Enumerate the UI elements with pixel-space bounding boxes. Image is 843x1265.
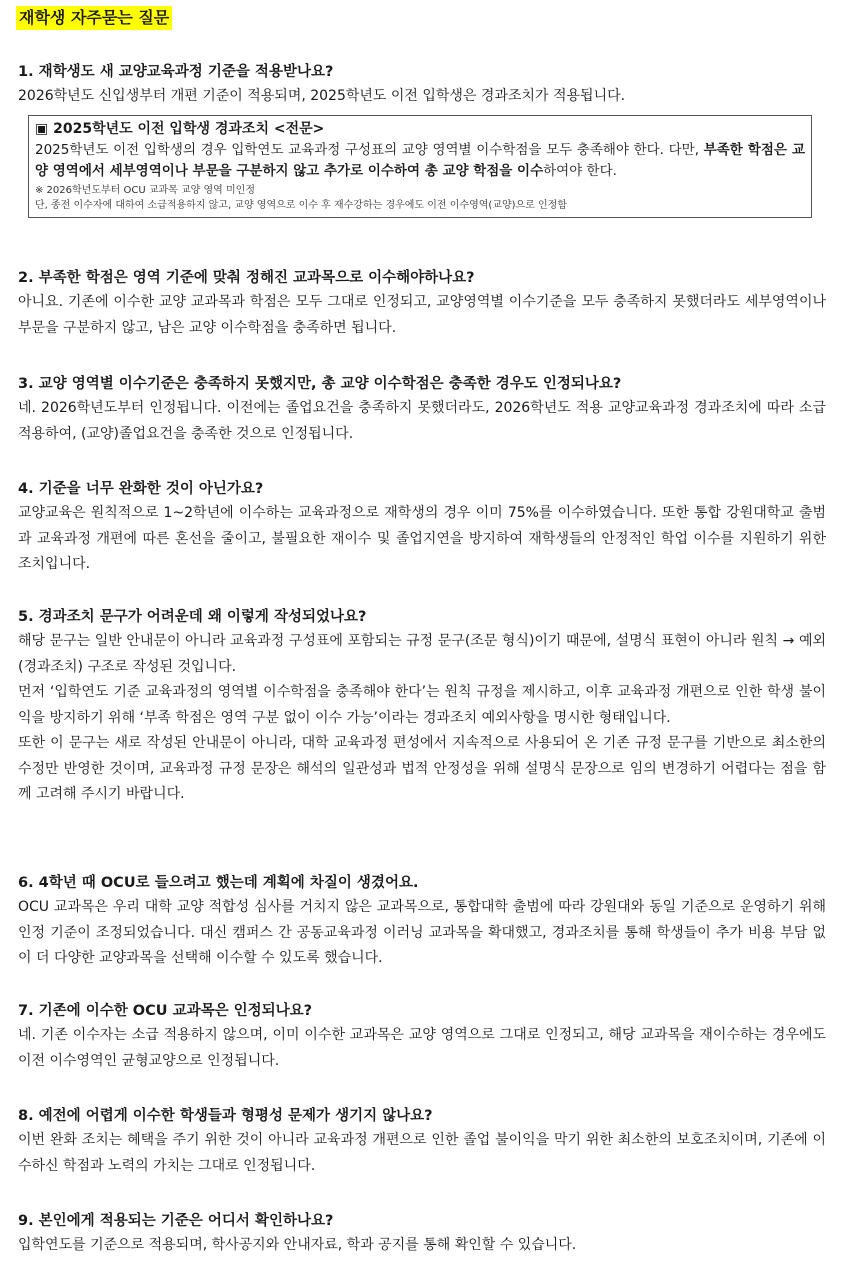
question-5: 5. 경과조치 문구가 어려운데 왜 이렇게 작성되었나요? — [18, 609, 367, 625]
box-note-2: 단, 종전 이수자에 대하여 소급적용하지 않고, 교양 영역으로 이수 후 재수강하는 경우에도 이전 이수영역(교양)으로 인정함 — [35, 199, 568, 211]
box-title: ▣ 2025학년도 이전 입학생 경과조치 <전문> — [35, 120, 325, 137]
answer-9 — [18, 1233, 826, 1259]
answer-6-para: OCU 교과목은 우리 대학 교양 적합성 심사를 거치지 않은 교과목으로, 통합대학 출범에 따라 강원대와 동일 기준으로 운영하기 위해 인정 기준이 조정되었습니다. 대신 캠퍼스 간 공동교육과정 이러닝 교과목을 확대했고, 경과조치를 통해 학생들이 추가 비용 부담 없이 더 다양한 교양과목을 선택해 이수할 수 있도록 했습니다. — [18, 899, 826, 966]
answer-2-para: 아니요. 기존에 이수한 교양 교과목과 학점은 모두 그대로 인정되고, 교양영역별 이수기준을 모두 충족하지 못했더라도 세부영역이나 부문을 구분하지 않고, 남은 교양 이수학점을 충족하면 됩니다. — [18, 294, 826, 336]
faq-item-6 — [18, 871, 826, 972]
answer-1-para: 2026학년도 신입생부터 개편 기준이 적용되며, 2025학년도 이전 입학생은 경과조치가 적용됩니다. — [18, 88, 626, 104]
question-7: 7. 기존에 이수한 OCU 교과목은 인정되나요? — [18, 1003, 313, 1019]
faq-item-4 — [18, 477, 826, 578]
question-2: 2. 부족한 학점은 영역 기준에 맞춰 정해진 교과목으로 이수해야하나요? — [18, 270, 475, 286]
faq-item-5 — [18, 605, 826, 808]
box-body-text-2: 하여야 한다. — [543, 163, 617, 179]
faq-item-9 — [18, 1209, 826, 1259]
answer-5-para-2: 먼저 ‘입학연도 기준 교육과정의 영역별 이수학점을 충족해야 한다’는 원칙 규정을 제시하고, 이후 교육과정 개편으로 인한 학생 불이익을 방지하기 위해 ‘부족 학점은 영역 구분 없이 이수 가능’이라는 경과조치 예외사항을 명시한 형태입니다. — [18, 684, 826, 726]
faq-item-7 — [18, 999, 826, 1074]
faq-item-2 — [18, 266, 826, 341]
question-9: 9. 본인에게 적용되는 기준은 어디서 확인하나요? — [18, 1213, 334, 1229]
faq-item-1 — [18, 60, 826, 218]
question-1: 1. 재학생도 새 교양교육과정 기준을 적용받나요? — [18, 64, 334, 80]
box-body-emphasis: 부족한 학점은 교양 영역에서 세부영역이나 부문을 구분하지 않고 추가로 이수하여 총 교양 학점을 이수 — [35, 141, 806, 179]
answer-5-para-3: 또한 이 문구는 새로 작성된 안내문이 아니라, 대학 교육과정 편성에서 지속적으로 사용되어 온 기존 규정 문구를 기반으로 최소한의 수정만 반영한 것이며, 교육과정 규정 문장은 해석의 일관성과 법적 안정성을 위해 설명식 문장으로 임의 변경하기 어렵다는 점을 함께 고려해 주시기 바랍니다. — [18, 735, 826, 802]
box-note-1: ※ 2026학년도부터 OCU 교과목 교양 영역 미인정 — [35, 184, 255, 196]
title-wrap — [16, 6, 172, 30]
question-6: 6. 4학년 때 OCU로 들으려고 했는데 계획에 차질이 생겼어요. — [18, 875, 419, 891]
answer-9-para: 입학연도를 기준으로 적용되며, 학사공지와 안내자료, 학과 공지를 통해 확인할 수 있습니다. — [18, 1237, 577, 1253]
faq-item-8 — [18, 1104, 826, 1179]
answer-5-para-1: 해당 문구는 일반 안내문이 아니라 교육과정 구성표에 포함되는 규정 문구(조문 형식)이기 때문에, 설명식 표현이 아니라 원칙 → 예외(경과조치) 구조로 작성된 것입니다. — [18, 633, 826, 675]
question-8: 8. 예전에 어렵게 이수한 학생들과 형평성 문제가 생기지 않나요? — [18, 1108, 433, 1124]
faq-item-3 — [18, 372, 826, 447]
question-4: 4. 기준을 너무 완화한 것이 아닌가요? — [18, 481, 264, 497]
answer-7-para: 네. 기존 이수자는 소급 적용하지 않으며, 이미 이수한 교과목은 교양 영역으로 그대로 인정되고, 해당 교과목을 재이수하는 경우에도 이전 이수영역인 균형교양으로 인정됩니다. — [18, 1027, 826, 1069]
answer-1 — [18, 84, 826, 110]
box-body — [35, 140, 805, 183]
answer-7 — [18, 1023, 826, 1074]
answer-4 — [18, 501, 826, 578]
answer-6 — [18, 895, 826, 972]
question-3: 3. 교양 영역별 이수기준은 충족하지 못했지만, 총 교양 이수학점은 충족한 경우도 인정되나요? — [18, 376, 622, 392]
answer-8-para: 이번 완화 조치는 혜택을 주기 위한 것이 아니라 교육과정 개편으로 인한 졸업 불이익을 막기 위한 최소한의 보호조치이며, 기존에 이수하신 학점과 노력의 가치는 그대로 인정됩니다. — [18, 1132, 826, 1174]
box-body-text-1: 2025학년도 이전 입학생의 경우 입학연도 교육과정 구성표의 교양 영역별 이수학점을 모두 충족해야 한다. 다만, — [35, 141, 704, 158]
answer-8 — [18, 1128, 826, 1179]
answer-2 — [18, 290, 826, 341]
transition-rule-box — [28, 115, 812, 218]
answer-5 — [18, 629, 826, 808]
answer-4-para: 교양교육은 원칙적으로 1~2학년에 이수하는 교육과정으로 재학생의 경우 이미 75%를 이수하였습니다. 또한 통합 강원대학교 출범과 교육과정 개편에 따른 혼선을 줄이고, 불필요한 재이수 및 졸업지연을 방지하여 재학생들의 안정적인 학업 이수를 지원하기 위한 조치입니다. — [18, 505, 826, 572]
page-title: 재학생 자주묻는 질문 — [16, 6, 172, 30]
answer-3-para: 네. 2026학년도부터 인정됩니다. 이전에는 졸업요건을 충족하지 못했더라도, 2026학년도 적용 교양교육과정 경과조치에 따라 소급적용하여, (교양)졸업요건을 충족한 것으로 인정됩니다. — [18, 400, 826, 442]
answer-3 — [18, 396, 826, 447]
